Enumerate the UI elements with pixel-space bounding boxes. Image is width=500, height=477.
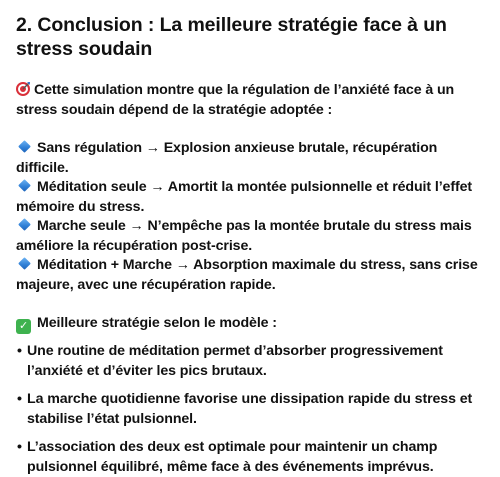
strategy-item: [16, 256, 492, 295]
bullet-icon: •: [17, 439, 22, 455]
strategy-text: Marche seule → N’empêche pas la montée brutale du stress mais améliore la récupération post-crise.: [16, 218, 472, 254]
best-strategy-text: Meilleure stratégie selon le modèle :: [37, 315, 277, 331]
best-strategy-heading: [16, 314, 492, 334]
list-item: [16, 390, 492, 429]
strategy-item: [16, 217, 492, 256]
strategy-item: [16, 178, 492, 217]
strategy-text: Méditation + Marche → Absorption maximale du stress, sans crise majeure, avec une récupération rapide.: [16, 257, 478, 293]
check-mark-icon: ✓: [16, 319, 31, 334]
list-item: [16, 342, 492, 381]
list-item: [16, 438, 492, 477]
intro-paragraph: [16, 81, 492, 120]
blue-diamond-icon: [18, 257, 31, 270]
blue-diamond-icon: [18, 140, 31, 153]
list-item-text: Une routine de méditation permet d’absorber progressivement l’anxiété et d’éviter les pics brutaux.: [27, 343, 443, 379]
strategy-item: [16, 139, 492, 178]
conclusion-title: 2. Conclusion : La meilleure stratégie face à un stress soudain: [16, 14, 447, 60]
target-icon: [16, 82, 30, 96]
intro-text: Cette simulation montre que la régulation de l’anxiété face à un stress soudain dépend de la stratégie adoptée :: [16, 82, 455, 118]
strategy-text: Méditation seule → Amortit la montée pulsionnelle et réduit l’effet mémoire du stress.: [16, 179, 473, 215]
blue-diamond-icon: [18, 179, 31, 192]
strategy-list: [16, 139, 492, 295]
blue-diamond-icon: [18, 218, 31, 231]
list-item-text: L’association des deux est optimale pour maintenir un champ pulsionnel équilibré, même face à des événements imprévus.: [27, 439, 438, 475]
bullet-icon: •: [17, 391, 22, 407]
list-item-text: La marche quotidienne favorise une dissipation rapide du stress et stabilise l’état pulsionnel.: [27, 391, 473, 427]
strategy-text: Sans régulation → Explosion anxieuse brutale, récupération difficile.: [16, 140, 438, 176]
bullet-icon: •: [17, 343, 22, 359]
recommendation-list: [16, 342, 492, 477]
